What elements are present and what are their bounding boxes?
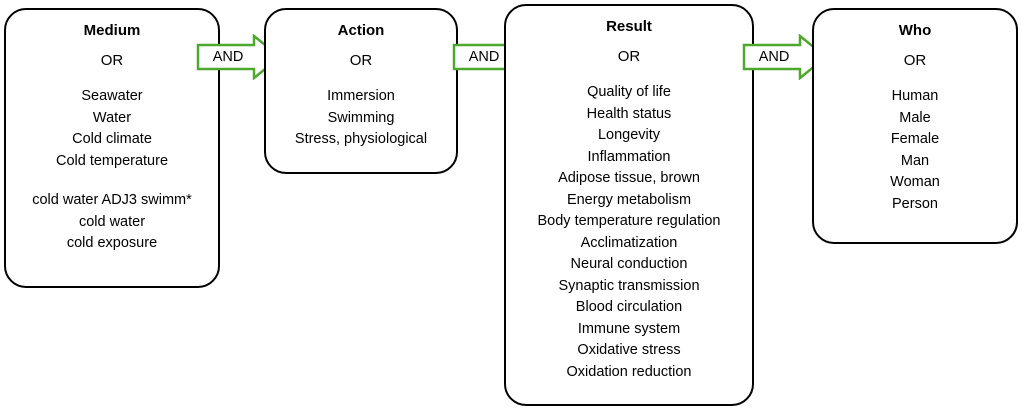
term-list-action (266, 86, 456, 151)
term-item: Person (892, 195, 938, 212)
block-title-action: Action (337, 22, 385, 39)
term-item: Inflammation (587, 148, 671, 165)
term-item: Water (92, 109, 132, 126)
term-item: Neural conduction (570, 256, 688, 272)
connector-arrow-2-label: AND (468, 49, 500, 65)
term-item: Woman (890, 174, 940, 190)
term-list-who (814, 86, 1016, 215)
term-item: Oxidative stress (577, 342, 681, 358)
term-item: Blood circulation (575, 299, 683, 315)
term-item: Adipose tissue, brown (558, 170, 700, 186)
term-item: Seawater (81, 88, 143, 104)
term-item: Man (900, 152, 930, 169)
block-title-medium: Medium (83, 22, 141, 39)
block-operator-medium: OR (100, 52, 124, 69)
term-item: Health status (586, 105, 672, 122)
term-list-medium (6, 86, 218, 255)
block-title-result: Result (606, 18, 652, 35)
term-item: Synaptic transmission (558, 277, 700, 294)
term-item: Cold temperature (55, 152, 169, 169)
term-item: Swimming (327, 109, 395, 126)
term-item: Cold climate (72, 131, 152, 147)
block-action (264, 8, 458, 174)
term-item: Energy metabolism (566, 191, 692, 208)
term-item: Human (891, 88, 939, 104)
block-who (812, 8, 1018, 244)
term-item: Immune system (577, 320, 681, 337)
term-item: Immersion (327, 88, 395, 104)
term-item: Oxidation reduction (566, 363, 692, 380)
term-item: Quality of life (587, 84, 671, 100)
block-operator-action: OR (349, 52, 373, 69)
term-item: Female (890, 131, 940, 147)
term-item: Stress, physiological (294, 131, 428, 147)
block-result (504, 4, 754, 406)
term-item: Male (899, 109, 931, 126)
block-operator-result: OR (617, 48, 641, 65)
term-item: cold exposure (66, 235, 158, 251)
connector-arrow-1-label: AND (212, 49, 244, 65)
term-list-result (506, 82, 752, 383)
term-item: cold water ADJ3 swimm* (32, 192, 192, 208)
connector-arrow-3-label: AND (758, 49, 790, 65)
block-medium (4, 8, 220, 288)
term-item: Acclimatization (580, 234, 678, 251)
block-operator-who: OR (903, 52, 927, 69)
block-title-who: Who (898, 22, 932, 39)
term-item: Body temperature regulation (537, 213, 721, 229)
term-item: Longevity (597, 127, 661, 143)
term-item: cold water (78, 213, 146, 230)
